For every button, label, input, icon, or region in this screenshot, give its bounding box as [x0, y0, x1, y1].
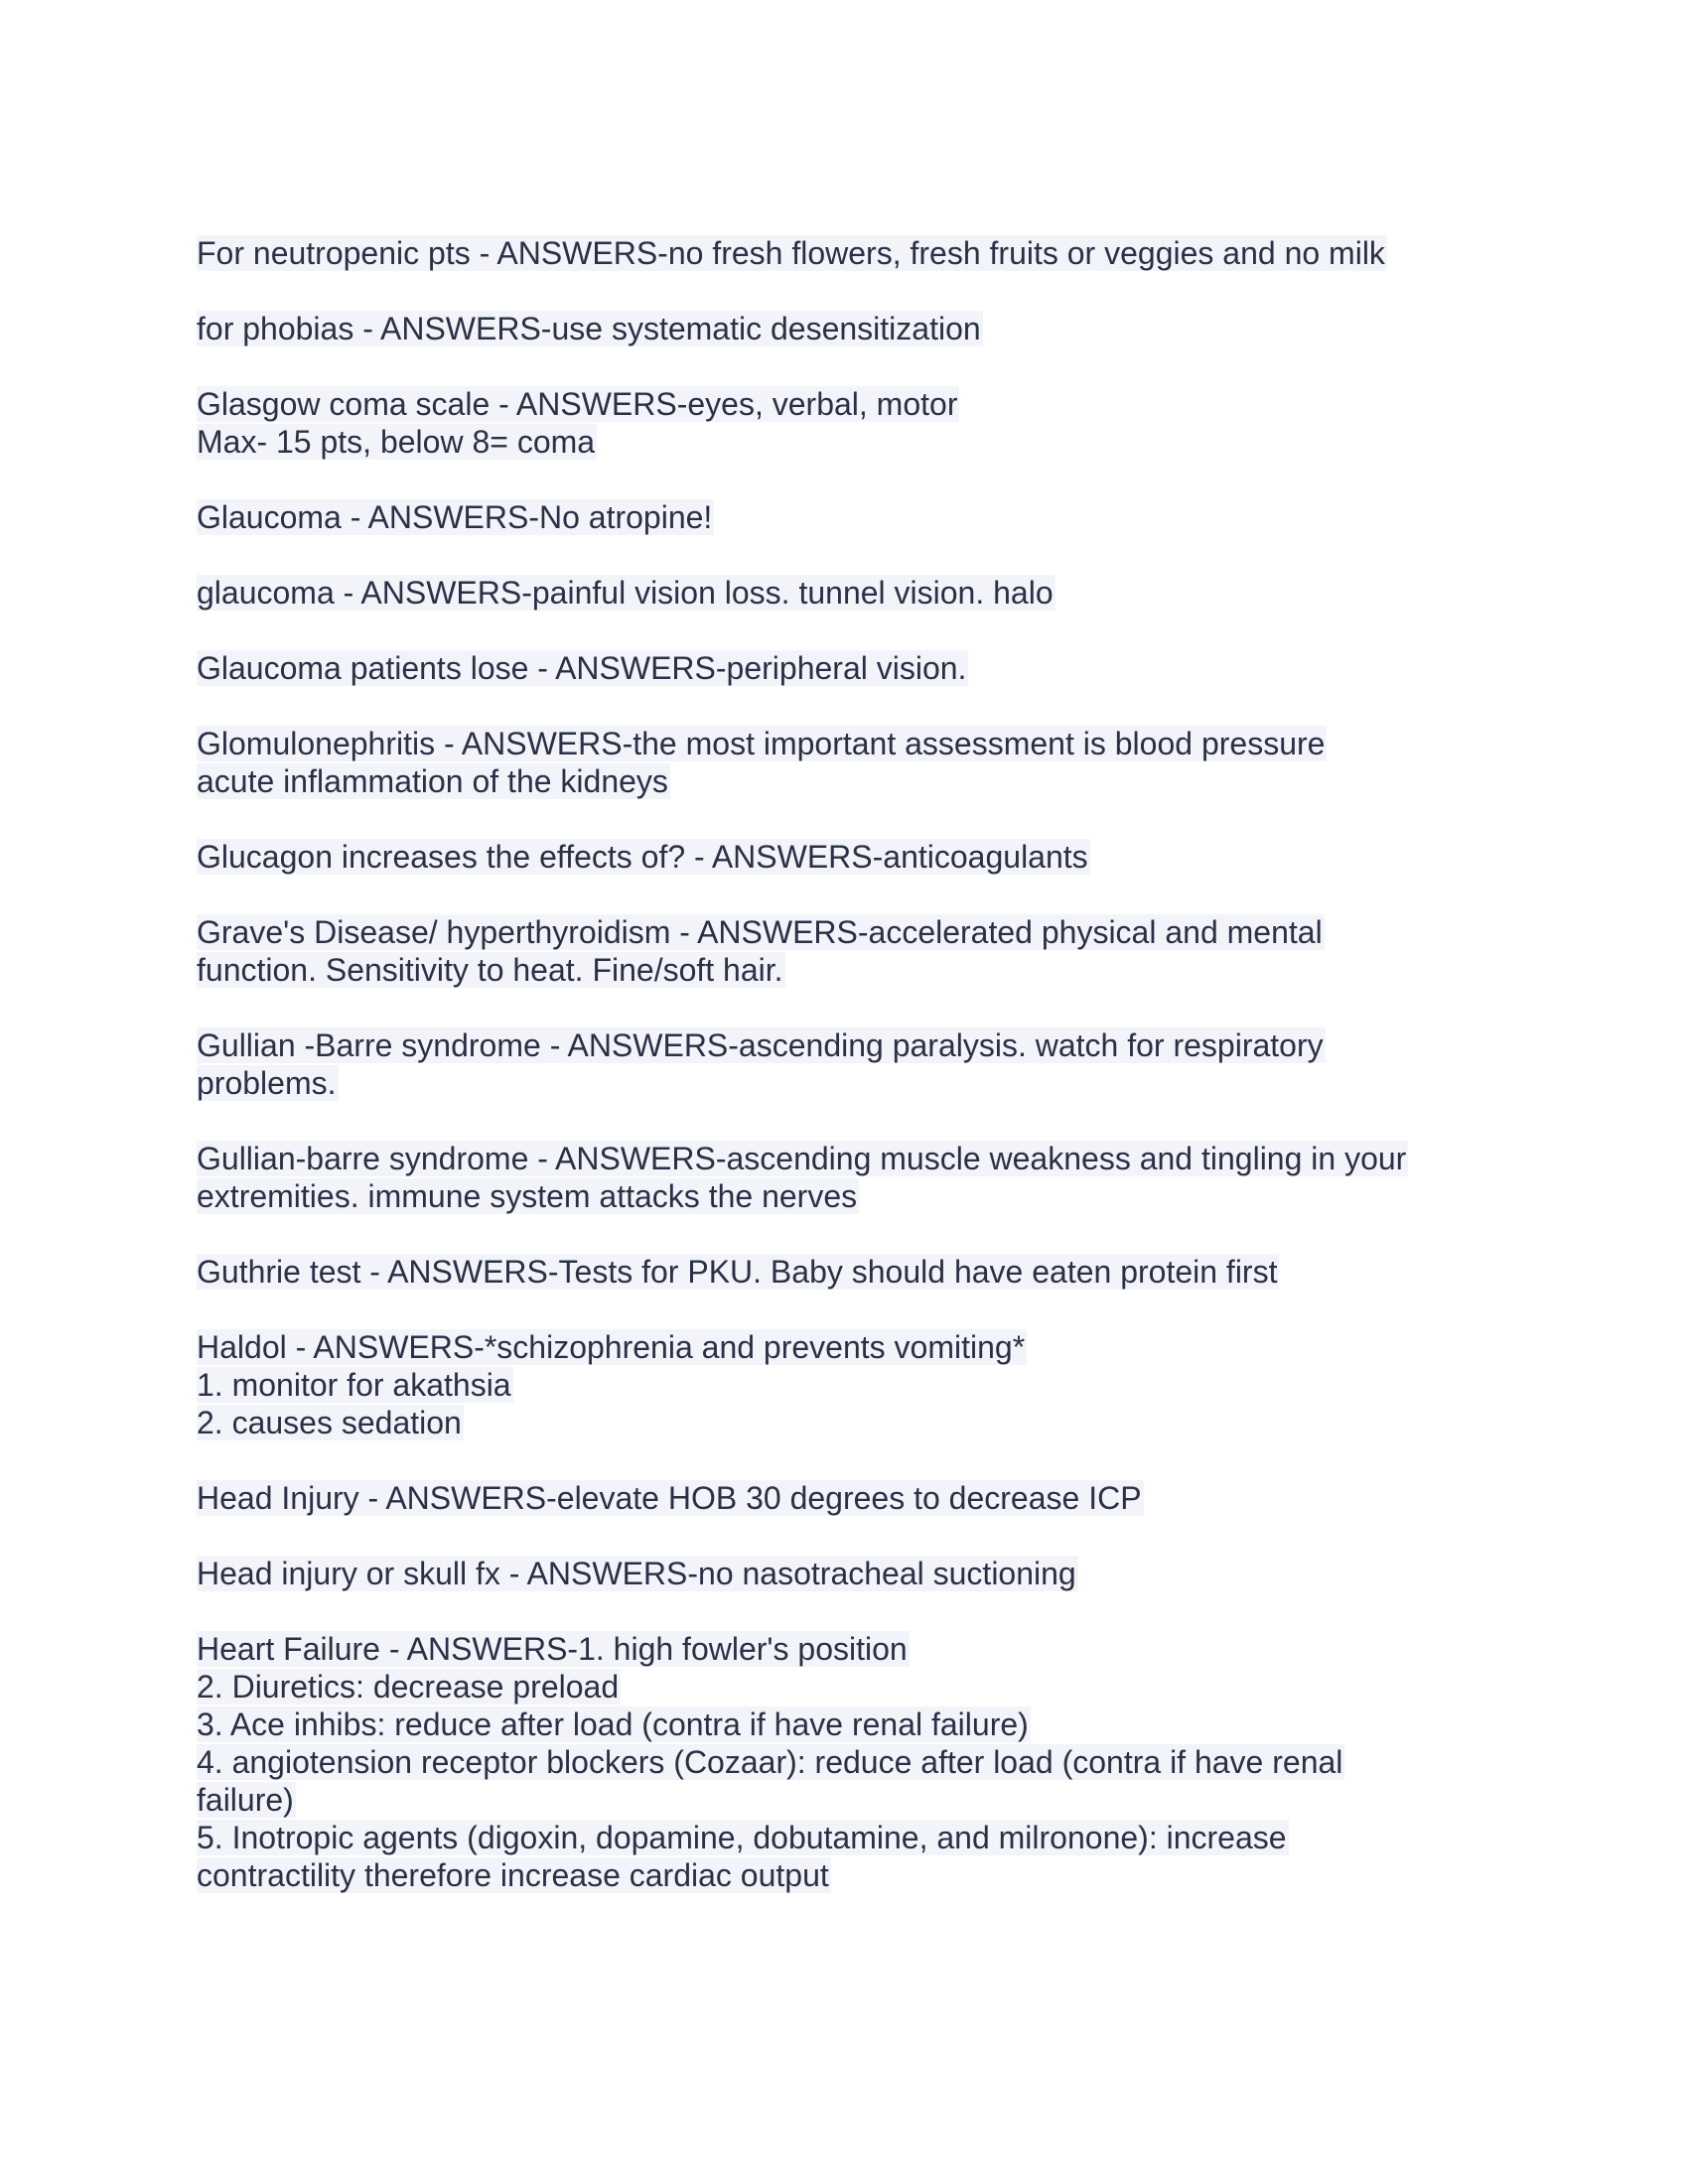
entry-line: Gullian -Barre syndrome - ANSWERS-ascending paralysis. watch for respiratory: [197, 1027, 1324, 1063]
entry-line: Grave's Disease/ hyperthyroidism - ANSWERS-accelerated physical and mental: [197, 914, 1323, 950]
entry-line: failure): [197, 1782, 294, 1818]
entry-line: Guthrie test - ANSWERS-Tests for PKU. Baby should have eaten protein first: [197, 1254, 1278, 1290]
entry-heart-failure: [197, 1630, 1487, 1894]
entry-neutropenic: [197, 234, 1487, 272]
entry-line: 5. Inotropic agents (digoxin, dopamine, dobutamine, and milronone): increase: [197, 1820, 1287, 1855]
entry-line: glaucoma - ANSWERS-painful vision loss. tunnel vision. halo: [197, 575, 1054, 611]
entry-line: extremities. immune system attacks the nerves: [197, 1178, 858, 1214]
entry-line: for phobias - ANSWERS-use systematic desensitization: [197, 311, 981, 346]
entry-line: acute inflammation of the kidneys: [197, 763, 668, 799]
entry-line: Max- 15 pts, below 8= coma: [197, 424, 596, 460]
entry-haldol: [197, 1328, 1487, 1441]
entry-line: Head injury or skull fx - ANSWERS-no nasotracheal suctioning: [197, 1556, 1076, 1591]
entry-line: function. Sensitivity to heat. Fine/soft hair.: [197, 952, 783, 988]
entry-gullian-barre-1: [197, 1026, 1487, 1102]
entry-line: Glucagon increases the effects of? - ANSWERS-anticoagulants: [197, 839, 1088, 875]
entry-line: Gullian-barre syndrome - ANSWERS-ascending muscle weakness and tingling in your: [197, 1141, 1407, 1176]
entry-line: Glaucoma patients lose - ANSWERS-peripheral vision.: [197, 650, 967, 686]
entry-gullian-barre-2: [197, 1140, 1487, 1215]
entry-skull-fx: [197, 1555, 1487, 1592]
entry-phobias: [197, 310, 1487, 347]
entry-line: contractility therefore increase cardiac output: [197, 1857, 829, 1893]
entry-glaucoma-peripheral: [197, 649, 1487, 687]
entry-line: problems.: [197, 1065, 337, 1101]
entry-line: Heart Failure - ANSWERS-1. high fowler's position: [197, 1631, 908, 1667]
entry-line: 2. Diuretics: decrease preload: [197, 1669, 620, 1705]
entry-glomulonephritis: [197, 725, 1487, 800]
entry-line: Glasgow coma scale - ANSWERS-eyes, verbal, motor: [197, 386, 958, 422]
entry-line: 2. causes sedation: [197, 1405, 462, 1440]
document-page: [197, 234, 1487, 1932]
entry-glaucoma-vision: [197, 574, 1487, 612]
entry-line: Glaucoma - ANSWERS-No atropine!: [197, 499, 713, 535]
entry-graves: [197, 913, 1487, 989]
entry-glaucoma-atropine: [197, 498, 1487, 536]
entry-line: For neutropenic pts - ANSWERS-no fresh flowers, fresh fruits or veggies and no milk: [197, 235, 1385, 271]
entry-guthrie: [197, 1253, 1487, 1291]
entry-glasgow: [197, 385, 1487, 461]
entry-line: Head Injury - ANSWERS-elevate HOB 30 degrees to decrease ICP: [197, 1480, 1142, 1516]
entry-line: 4. angiotension receptor blockers (Cozaar): reduce after load (contra if have renal: [197, 1744, 1343, 1780]
entry-line: Haldol - ANSWERS-*schizophrenia and prevents vomiting*: [197, 1329, 1026, 1365]
entry-line: Glomulonephritis - ANSWERS-the most important assessment is blood pressure: [197, 726, 1326, 761]
entry-line: 1. monitor for akathsia: [197, 1367, 511, 1403]
entry-line: 3. Ace inhibs: reduce after load (contra if have renal failure): [197, 1706, 1029, 1742]
entry-glucagon: [197, 838, 1487, 876]
entry-head-injury: [197, 1479, 1487, 1517]
